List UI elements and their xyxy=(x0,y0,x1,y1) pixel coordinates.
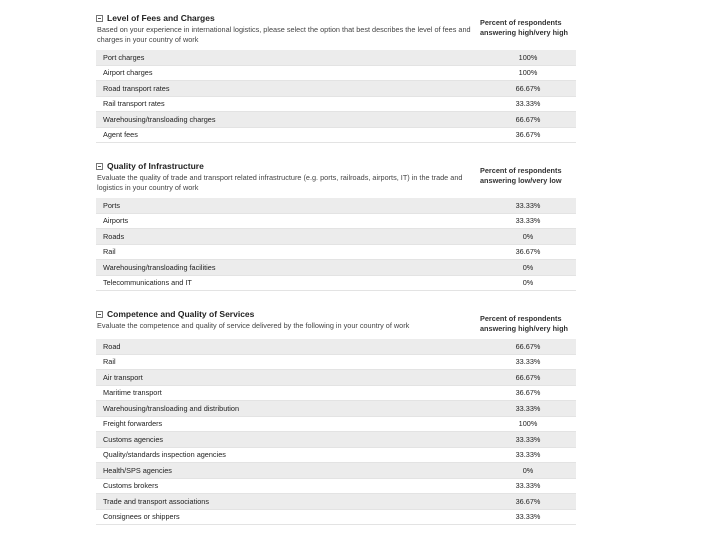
collapse-toggle-icon[interactable] xyxy=(96,163,103,170)
row-value: 33.33% xyxy=(515,357,541,367)
table-row xyxy=(96,128,576,144)
row-label: Warehousing/transloading facilities xyxy=(103,262,216,272)
section-header-left xyxy=(96,161,480,193)
table-row xyxy=(96,417,576,433)
row-value: 66.67% xyxy=(515,114,541,124)
row-value: 36.67% xyxy=(515,130,541,140)
collapse-toggle-icon[interactable] xyxy=(96,15,103,22)
section-title xyxy=(96,161,480,171)
table-row xyxy=(96,510,576,526)
column-header: Percent of respondents answering low/very low xyxy=(480,166,562,185)
row-value: 33.33% xyxy=(515,450,541,460)
section-title xyxy=(96,13,480,23)
table-row xyxy=(96,97,576,113)
table-row xyxy=(96,66,576,82)
row-label: Rail xyxy=(103,247,116,257)
column-header: Percent of respondents answering high/very high xyxy=(480,314,568,333)
table-row xyxy=(96,339,576,355)
row-value: 36.67% xyxy=(515,388,541,398)
row-label: Customs agencies xyxy=(103,434,164,444)
section-header xyxy=(96,309,576,334)
table-row xyxy=(96,81,576,97)
row-value: 33.33% xyxy=(515,99,541,109)
table-row xyxy=(96,355,576,371)
table-row xyxy=(96,494,576,510)
section-header-left xyxy=(96,309,480,331)
row-value: 33.33% xyxy=(515,512,541,522)
table-row xyxy=(96,463,576,479)
table-row xyxy=(96,479,576,495)
row-label: Airports xyxy=(103,216,129,226)
table-row xyxy=(96,260,576,276)
section-description: Evaluate the quality of trade and transport related infrastructure (e.g. ports, railroads, airports, IT) in the trade and logistics in your country of work xyxy=(97,173,463,192)
row-value: 66.67% xyxy=(515,341,541,351)
row-value: 100% xyxy=(518,68,538,78)
row-label: Air transport xyxy=(103,372,143,382)
section-fees-charges xyxy=(96,13,576,143)
section-title xyxy=(96,309,480,319)
row-label: Freight forwarders xyxy=(103,419,163,429)
row-label: Customs brokers xyxy=(103,481,159,491)
row-label: Quality/standards inspection agencies xyxy=(103,450,226,460)
row-value: 100% xyxy=(518,419,538,429)
row-label: Rail transport rates xyxy=(103,99,165,109)
section-header xyxy=(96,13,576,45)
row-label: Rail xyxy=(103,357,116,367)
table-row xyxy=(96,370,576,386)
data-table xyxy=(96,198,576,291)
row-label: Trade and transport associations xyxy=(103,496,209,506)
row-label: Road transport rates xyxy=(103,83,170,93)
table-row xyxy=(96,276,576,292)
row-label: Agent fees xyxy=(103,130,138,140)
row-value: 0% xyxy=(522,231,534,241)
row-label: Warehousing/transloading and distribution xyxy=(103,403,240,413)
row-value: 0% xyxy=(522,262,534,272)
section-header-left xyxy=(96,13,480,45)
row-label: Telecommunications and IT xyxy=(103,278,192,288)
data-table xyxy=(96,50,576,143)
row-value: 66.67% xyxy=(515,372,541,382)
table-row xyxy=(96,401,576,417)
table-row xyxy=(96,112,576,128)
row-value: 0% xyxy=(522,278,534,288)
row-label: Consignees or shippers xyxy=(103,512,180,522)
row-label: Port charges xyxy=(103,52,145,62)
row-label: Health/SPS agencies xyxy=(103,465,172,475)
table-row xyxy=(96,432,576,448)
section-infrastructure xyxy=(96,161,576,291)
table-row xyxy=(96,229,576,245)
row-value: 36.67% xyxy=(515,247,541,257)
section-competence-services xyxy=(96,309,576,525)
table-row xyxy=(96,386,576,402)
row-value: 0% xyxy=(522,465,534,475)
section-description: Evaluate the competence and quality of service delivered by the following in your country of work xyxy=(97,321,410,330)
table-row xyxy=(96,448,576,464)
row-label: Maritime transport xyxy=(103,388,162,398)
table-row xyxy=(96,198,576,214)
row-label: Roads xyxy=(103,231,125,241)
table-row xyxy=(96,245,576,261)
section-title-text: Quality of Infrastructure xyxy=(107,161,204,171)
row-label: Ports xyxy=(103,200,121,210)
row-value: 66.67% xyxy=(515,83,541,93)
row-value: 33.33% xyxy=(515,481,541,491)
row-label: Airport charges xyxy=(103,68,153,78)
row-value: 33.33% xyxy=(515,434,541,444)
row-value: 33.33% xyxy=(515,200,541,210)
collapse-toggle-icon[interactable] xyxy=(96,311,103,318)
section-title-text: Level of Fees and Charges xyxy=(107,13,215,23)
row-value: 33.33% xyxy=(515,216,541,226)
section-header xyxy=(96,161,576,193)
row-value: 100% xyxy=(518,52,538,62)
row-value: 36.67% xyxy=(515,496,541,506)
row-label: Warehousing/transloading charges xyxy=(103,114,216,124)
section-description: Based on your experience in international logistics, please select the option that best describes the level of fees and charges in your country of work xyxy=(97,25,471,44)
data-table xyxy=(96,339,576,525)
table-row xyxy=(96,50,576,66)
table-row xyxy=(96,214,576,230)
row-label: Road xyxy=(103,341,121,351)
section-title-text: Competence and Quality of Services xyxy=(107,309,255,319)
row-value: 33.33% xyxy=(515,403,541,413)
column-header: Percent of respondents answering high/very high xyxy=(480,18,568,37)
